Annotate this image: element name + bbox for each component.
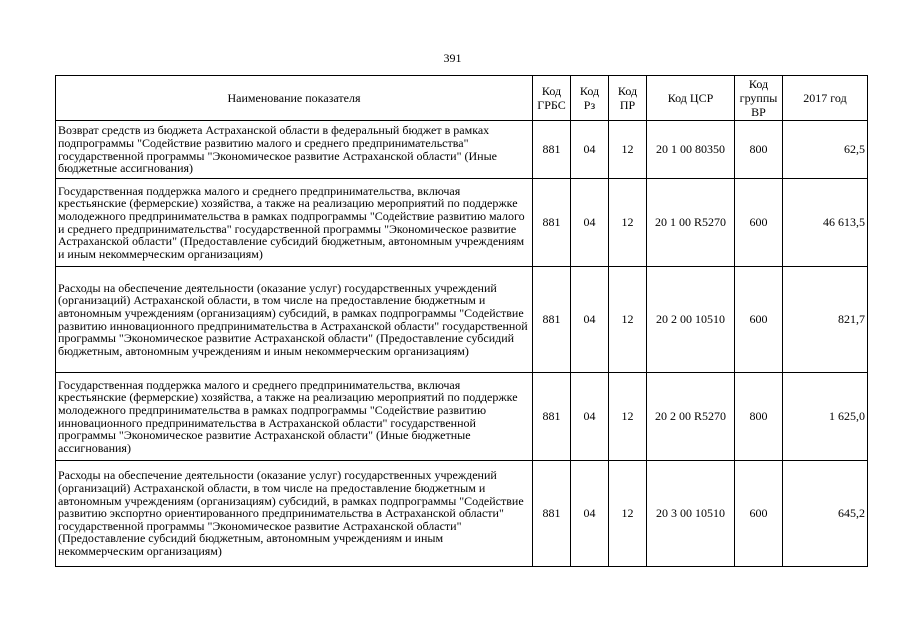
row-pr: 12 bbox=[609, 267, 647, 373]
row-vr: 600 bbox=[735, 267, 783, 373]
row-vr: 600 bbox=[735, 461, 783, 567]
row-vr: 800 bbox=[735, 121, 783, 179]
table-row bbox=[56, 179, 868, 267]
row-name: Государственная поддержка малого и среднего предпринимательства, включая крестьянские (фермерские) хозяйства, а также на реализацию мероприятий по поддержке молодежного предпринимательства в рамках подпрограммы "Содействие развитию малого и среднего предпринимательства" государственной программы "Экономическое развитие Астраханской области" (Предоставление субсидий бюджетным, автономным учреждениям и иным некоммерческим организациям) bbox=[56, 179, 533, 267]
header-vr: Код группы ВР bbox=[735, 76, 783, 121]
row-amount: 46 613,5 bbox=[783, 179, 868, 267]
row-csr: 20 2 00 10510 bbox=[647, 267, 735, 373]
header-grbs: Код ГРБС bbox=[533, 76, 571, 121]
row-rz: 04 bbox=[571, 121, 609, 179]
page-number: 391 bbox=[443, 51, 462, 65]
row-csr: 20 3 00 10510 bbox=[647, 461, 735, 567]
row-rz: 04 bbox=[571, 179, 609, 267]
row-csr: 20 2 00 R5270 bbox=[647, 373, 735, 461]
row-grbs: 881 bbox=[533, 179, 571, 267]
row-csr: 20 1 00 R5270 bbox=[647, 179, 735, 267]
row-name: Возврат средств из бюджета Астраханской области в федеральный бюджет в рамках подпрограммы "Содействие развитию малого и среднего предпринимательства" государственной программы "Экономическое развитие Астраханской области" (Иные бюджетные ассигнования) bbox=[56, 121, 533, 179]
row-grbs: 881 bbox=[533, 373, 571, 461]
header-name: Наименование показателя bbox=[56, 76, 533, 121]
row-amount: 62,5 bbox=[783, 121, 868, 179]
row-name: Расходы на обеспечение деятельности (оказание услуг) государственных учреждений (организаций) Астраханской области, в том числе на предоставление бюджетным и автономным учреждениям (организациям) субсидий, в рамках подпрограммы "Содействие развитию экспортно ориентированного предпринимательства в Астраханской области" государственной программы "Экономическое развитие Астраханской области" (Предоставление субсидий бюджетным, автономным учреждениям и иным некоммерческим организациям) bbox=[56, 461, 533, 567]
row-rz: 04 bbox=[571, 267, 609, 373]
table-row bbox=[56, 373, 868, 461]
row-pr: 12 bbox=[609, 121, 647, 179]
budget-table bbox=[55, 75, 868, 567]
table-row bbox=[56, 461, 868, 567]
row-amount: 821,7 bbox=[783, 267, 868, 373]
row-grbs: 881 bbox=[533, 461, 571, 567]
header-rz: Код Рз bbox=[571, 76, 609, 121]
row-rz: 04 bbox=[571, 461, 609, 567]
table-row bbox=[56, 267, 868, 373]
header-pr: Код ПР bbox=[609, 76, 647, 121]
row-rz: 04 bbox=[571, 373, 609, 461]
row-vr: 800 bbox=[735, 373, 783, 461]
row-grbs: 881 bbox=[533, 267, 571, 373]
table-header-row bbox=[56, 76, 868, 121]
header-csr: Код ЦСР bbox=[647, 76, 735, 121]
row-amount: 1 625,0 bbox=[783, 373, 868, 461]
row-pr: 12 bbox=[609, 373, 647, 461]
row-grbs: 881 bbox=[533, 121, 571, 179]
row-csr: 20 1 00 80350 bbox=[647, 121, 735, 179]
row-pr: 12 bbox=[609, 461, 647, 567]
row-name: Государственная поддержка малого и среднего предпринимательства, включая крестьянские (фермерские) хозяйства, а также на реализацию мероприятий по поддержке молодежного предпринимательства в рамках подпрограммы "Содействие развитию инновационного предпринимательства в Астраханской области" государственной программы "Экономическое развитие Астраханской области" (Иные бюджетные ассигнования) bbox=[56, 373, 533, 461]
row-amount: 645,2 bbox=[783, 461, 868, 567]
row-pr: 12 bbox=[609, 179, 647, 267]
row-vr: 600 bbox=[735, 179, 783, 267]
header-year: 2017 год bbox=[783, 76, 868, 121]
row-name: Расходы на обеспечение деятельности (оказание услуг) государственных учреждений (организаций) Астраханской области, в том числе на предоставление бюджетным и автономным учреждениям (организациям) субсидий, в рамках подпрограммы "Содействие развитию инновационного предпринимательства в Астраханской области" государственной программы "Экономическое развитие Астраханской области" (Предоставление субсидий бюджетным, автономным учреждениям и иным некоммерческим организациям) bbox=[56, 267, 533, 373]
table-row bbox=[56, 121, 868, 179]
